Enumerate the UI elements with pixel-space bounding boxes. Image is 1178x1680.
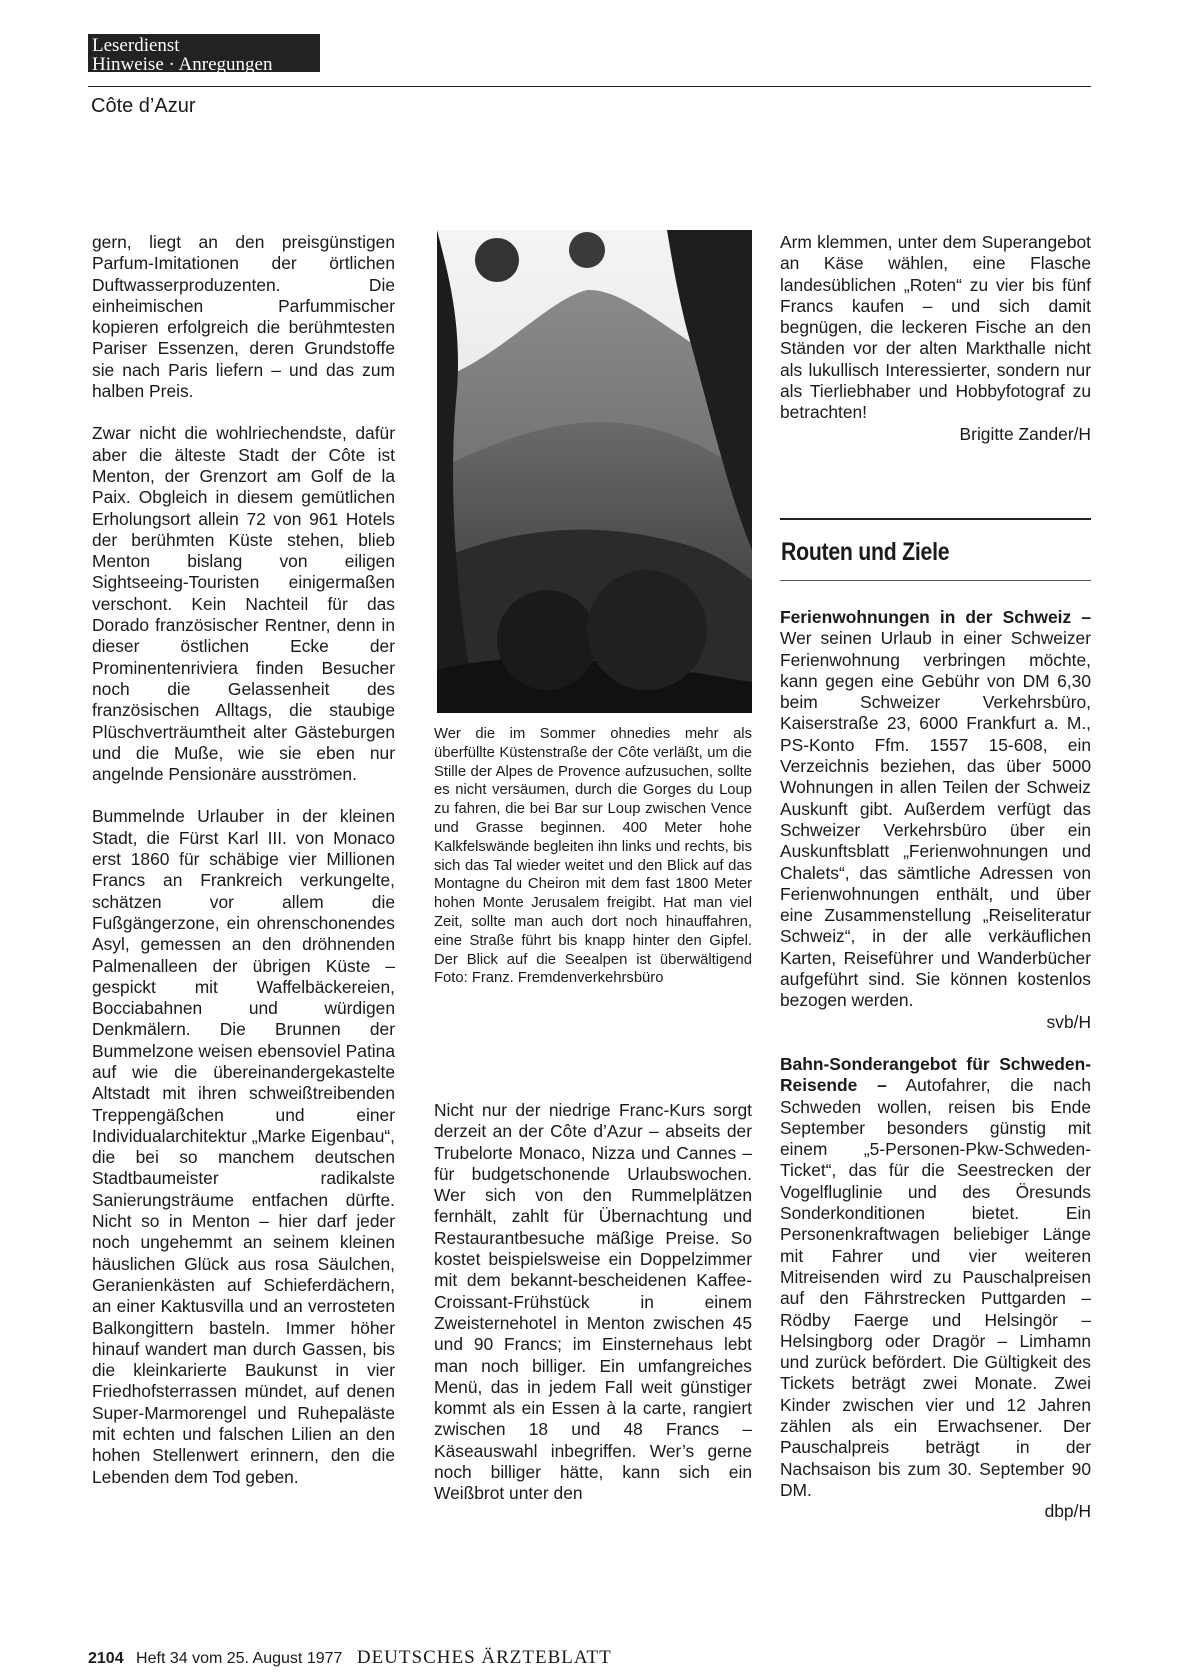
header-line-1: Leserdienst bbox=[92, 35, 180, 56]
route-item-text: Autofahrer, die nach Schweden wollen, reisen bis Ende September besonders günstig mit einem „5-Personen-Pkw-Schweden-Ticket“, das für die Seestrecken der Vogelfluglinie und des Öresunds Sonderkonditionen bietet. Ein Personenkraftwagen beliebiger Länge mit Fahrer und vier weiteren Mitreisenden wird zu Pauschalpreisen auf den Fährstrecken Puttgarden – Rödby Faerge und Helsingör – Helsingborg oder Dragör – Limhamn und zurück befördert. Die Gültigkeit des Tickets beträgt zwei Monate. Zwei Kinder zwischen vier und 12 Jahren zählen als ein Erwachsener. Der Pauschalpreis beträgt in der Nachsaison bis zum 30. September 90 DM. bbox=[780, 1075, 1092, 1500]
route-item-text: Wer seinen Urlaub in einer Schweizer Ferienwohnung verbringen möchte, kann gegen eine Gebühr von DM 6,30 beim Schweizer Verkehrsbüro, Kaiserstraße 23, 6000 Frankfurt a. M., PS-Konto Ffm. 1557 15-608, ein Verzeichnis beziehen, das über 5000 Wohnungen in allen Teilen der Schweiz Auskunft gibt. Außerdem verfügt das Schweizer Verkehrsbüro über ein Auskunftsblatt „Ferienwohnungen und Chalets“, das sämtliche Adressen von Ferienwohnungen enthält, und über eine Zusammenstellung „Reiseliteratur Schweiz“, in der alle verkäuflichen Karten, Reiseführer und Wanderbücher aufgeführt sind. Sie können kostenlos bezogen werden. bbox=[780, 628, 1091, 1011]
journal-name: DEUTSCHES ÄRZTEBLATT bbox=[356, 1647, 612, 1668]
routen-column bbox=[780, 607, 1091, 1522]
route-item-signature: dbp/H bbox=[1044, 1501, 1091, 1522]
signature: Brigitte Zander/H bbox=[959, 423, 1091, 444]
heading-rule-top bbox=[780, 518, 1091, 520]
route-item bbox=[780, 1054, 1091, 1501]
route-item-signature: svb/H bbox=[1046, 1011, 1091, 1032]
paragraph: Nicht nur der niedrige Franc-Kurs sorgt derzeit an der Côte d’Azur – abseits der Trubelorte Monaco, Nizza und Cannes – für budgetschonende Urlaubswochen. Wer sich von den Rummelplätzen fernhält, zahlt für Übernachtung und Restaurantbesuche mäßige Preise. So kostet beispielsweise ein Doppelzimmer mit dem bekannt-bescheidenen Kaffee-Croissant-Frühstück in einem Zweisternehotel in Menton zwischen 45 und 90 Francs; im Einsternehaus lebt man noch billiger. Ein umfangreiches Menü, das in jedem Fall weit günstiger kommt als ein Essen à la carte, rangiert zwischen 18 und 48 Francs – Käseauswahl inbegriffen. Wer’s gerne noch billiger hätte, kann sich ein Weißbrot unter den bbox=[434, 1100, 752, 1504]
photo-caption: Wer die im Sommer ohnedies mehr als überfüllte Küstenstraße der Côte verläßt, um die Stille der Alpes de Provence aufzusuchen, sollte es nicht versäumen, durch die Gorges du Loup zu fahren, die bei Bar sur Loup zwischen Vence und Grasse beginnen. 400 Meter hohe Kalkfelswände begleiten ihn links und rechts, bis sich das Tal wieder weitet und den Blick auf das Montagne du Cheiron mit dem fast 1800 Meter hohen Monte Jerusalem freigibt. Hat man viel Zeit, sollte man auch dort noch hinauffahren, eine Straße führt bis knapp hinter den Gipfel. Der Blick auf die Seealpen ist überwältigend Foto: Franz. Fremdenverkehrsbüro bbox=[434, 726, 752, 987]
route-item bbox=[780, 607, 1091, 1012]
issue-info: Heft 34 vom 25. August 1977 bbox=[136, 1650, 343, 1667]
paragraph: Bummelnde Urlauber in der kleinen Stadt, die Fürst Karl III. von Monaco erst 1860 für schäbige vier Millionen Francs an Frankreich verkungelte, schätzen vor allem die Fußgängerzone, ein ohrenschonendes Asyl, gemessen an den dröhnenden Palmenalleen der übrigen Küste – gespickt mit Waffelbäckereien, Bocciabahnen und würdigen Denkmälern. Die Brunnen der Bummelzone weisen ebensoviel Patina auf wie die übereinandergekastelte Altstadt mit ihren schweißtreibenden Treppengäßchen und einer Individualarchitektur „Marke Eigenbau“, die bei so manchem deutschen Stadtbaumeister radikalste Sanierungsträume entfachen dürfte. Nicht so in Menton – hier darf jeder noch ungehemmt an seinem kleinen häuslichen Glück aus rosa Säulchen, Geranienkästen auf Schieferdächern, an einer Kaktusvilla und an verrosteten Balkongittern basteln. Immer höher hinauf wandert man durch Gassen, bis die kleinkarierte Baukunst in vier Friedhofsterrassen mündet, auf denen Super-Marmorengel und Ruhepaläste mit echten und falschen Lilien an den hohen Stellenwert erinnern, den die Lebenden dem Tod geben. bbox=[92, 806, 395, 1487]
paragraph: Zwar nicht die wohlriechendste, dafür aber die älteste Stadt der Côte ist Menton, der Grenzort am Golf de la Paix. Obgleich in diesem gemütlichen Erholungsort allein 72 von 961 Hotels der berühmten Küste stehen, blieb Menton bislang von eiligen Sightseeing-Touristen einigermaßen verschont. Kein Nachteil für das Dorado französischer Rentner, denn in dieser östlichen Ecke der Prominentenriviera finden Besucher noch die Gelassenheit des französischen Alltags, die staubige Plüschverträumtheit alter Gästeburgen und die Muße, wie sie eben nur angelnde Pensionäre ausströmen. bbox=[92, 423, 395, 785]
paragraph: gern, liegt an den preisgünstigen Parfum-Imitationen der örtlichen Duftwasserproduzenten. Die einheimischen Parfummischer kopieren erfolgreich die berühmtesten Pariser Essenzen, deren Grundstoffe sie nach Paris liefern – und das zum halben Preis. bbox=[92, 232, 395, 402]
header-rule bbox=[88, 86, 1091, 87]
section-title: Côte d’Azur bbox=[91, 95, 196, 117]
column-1 bbox=[92, 232, 395, 1488]
routen-heading: Routen und Ziele bbox=[781, 538, 950, 566]
column-3 bbox=[780, 232, 1091, 445]
route-item-title: Bahn-Sonderangebot für Schweden-Reisende – bbox=[780, 1053, 1091, 1096]
column-2 bbox=[434, 1100, 752, 1505]
route-item-title: Ferienwohnungen in der Schweiz – bbox=[780, 607, 1091, 627]
heading-rule-bottom bbox=[780, 580, 1091, 581]
landscape-photo bbox=[437, 230, 752, 713]
page-footer bbox=[88, 1647, 612, 1669]
section-header-box bbox=[88, 34, 320, 75]
page-number: 2104 bbox=[88, 1650, 124, 1667]
paragraph: Arm klemmen, unter dem Superangebot an Käse wählen, eine Flasche landesüblichen „Roten“ zu vier bis fünf Francs kaufen – und sich damit begnügen, die leckeren Fische an den Ständen vor der alten Markthalle nicht als lukullisch Interessierter, sondern nur als Tierliebhaber und Hobbyfotograf zu betrachten! bbox=[780, 232, 1091, 423]
header-line-2: Hinweise · Anregungen bbox=[92, 54, 273, 75]
